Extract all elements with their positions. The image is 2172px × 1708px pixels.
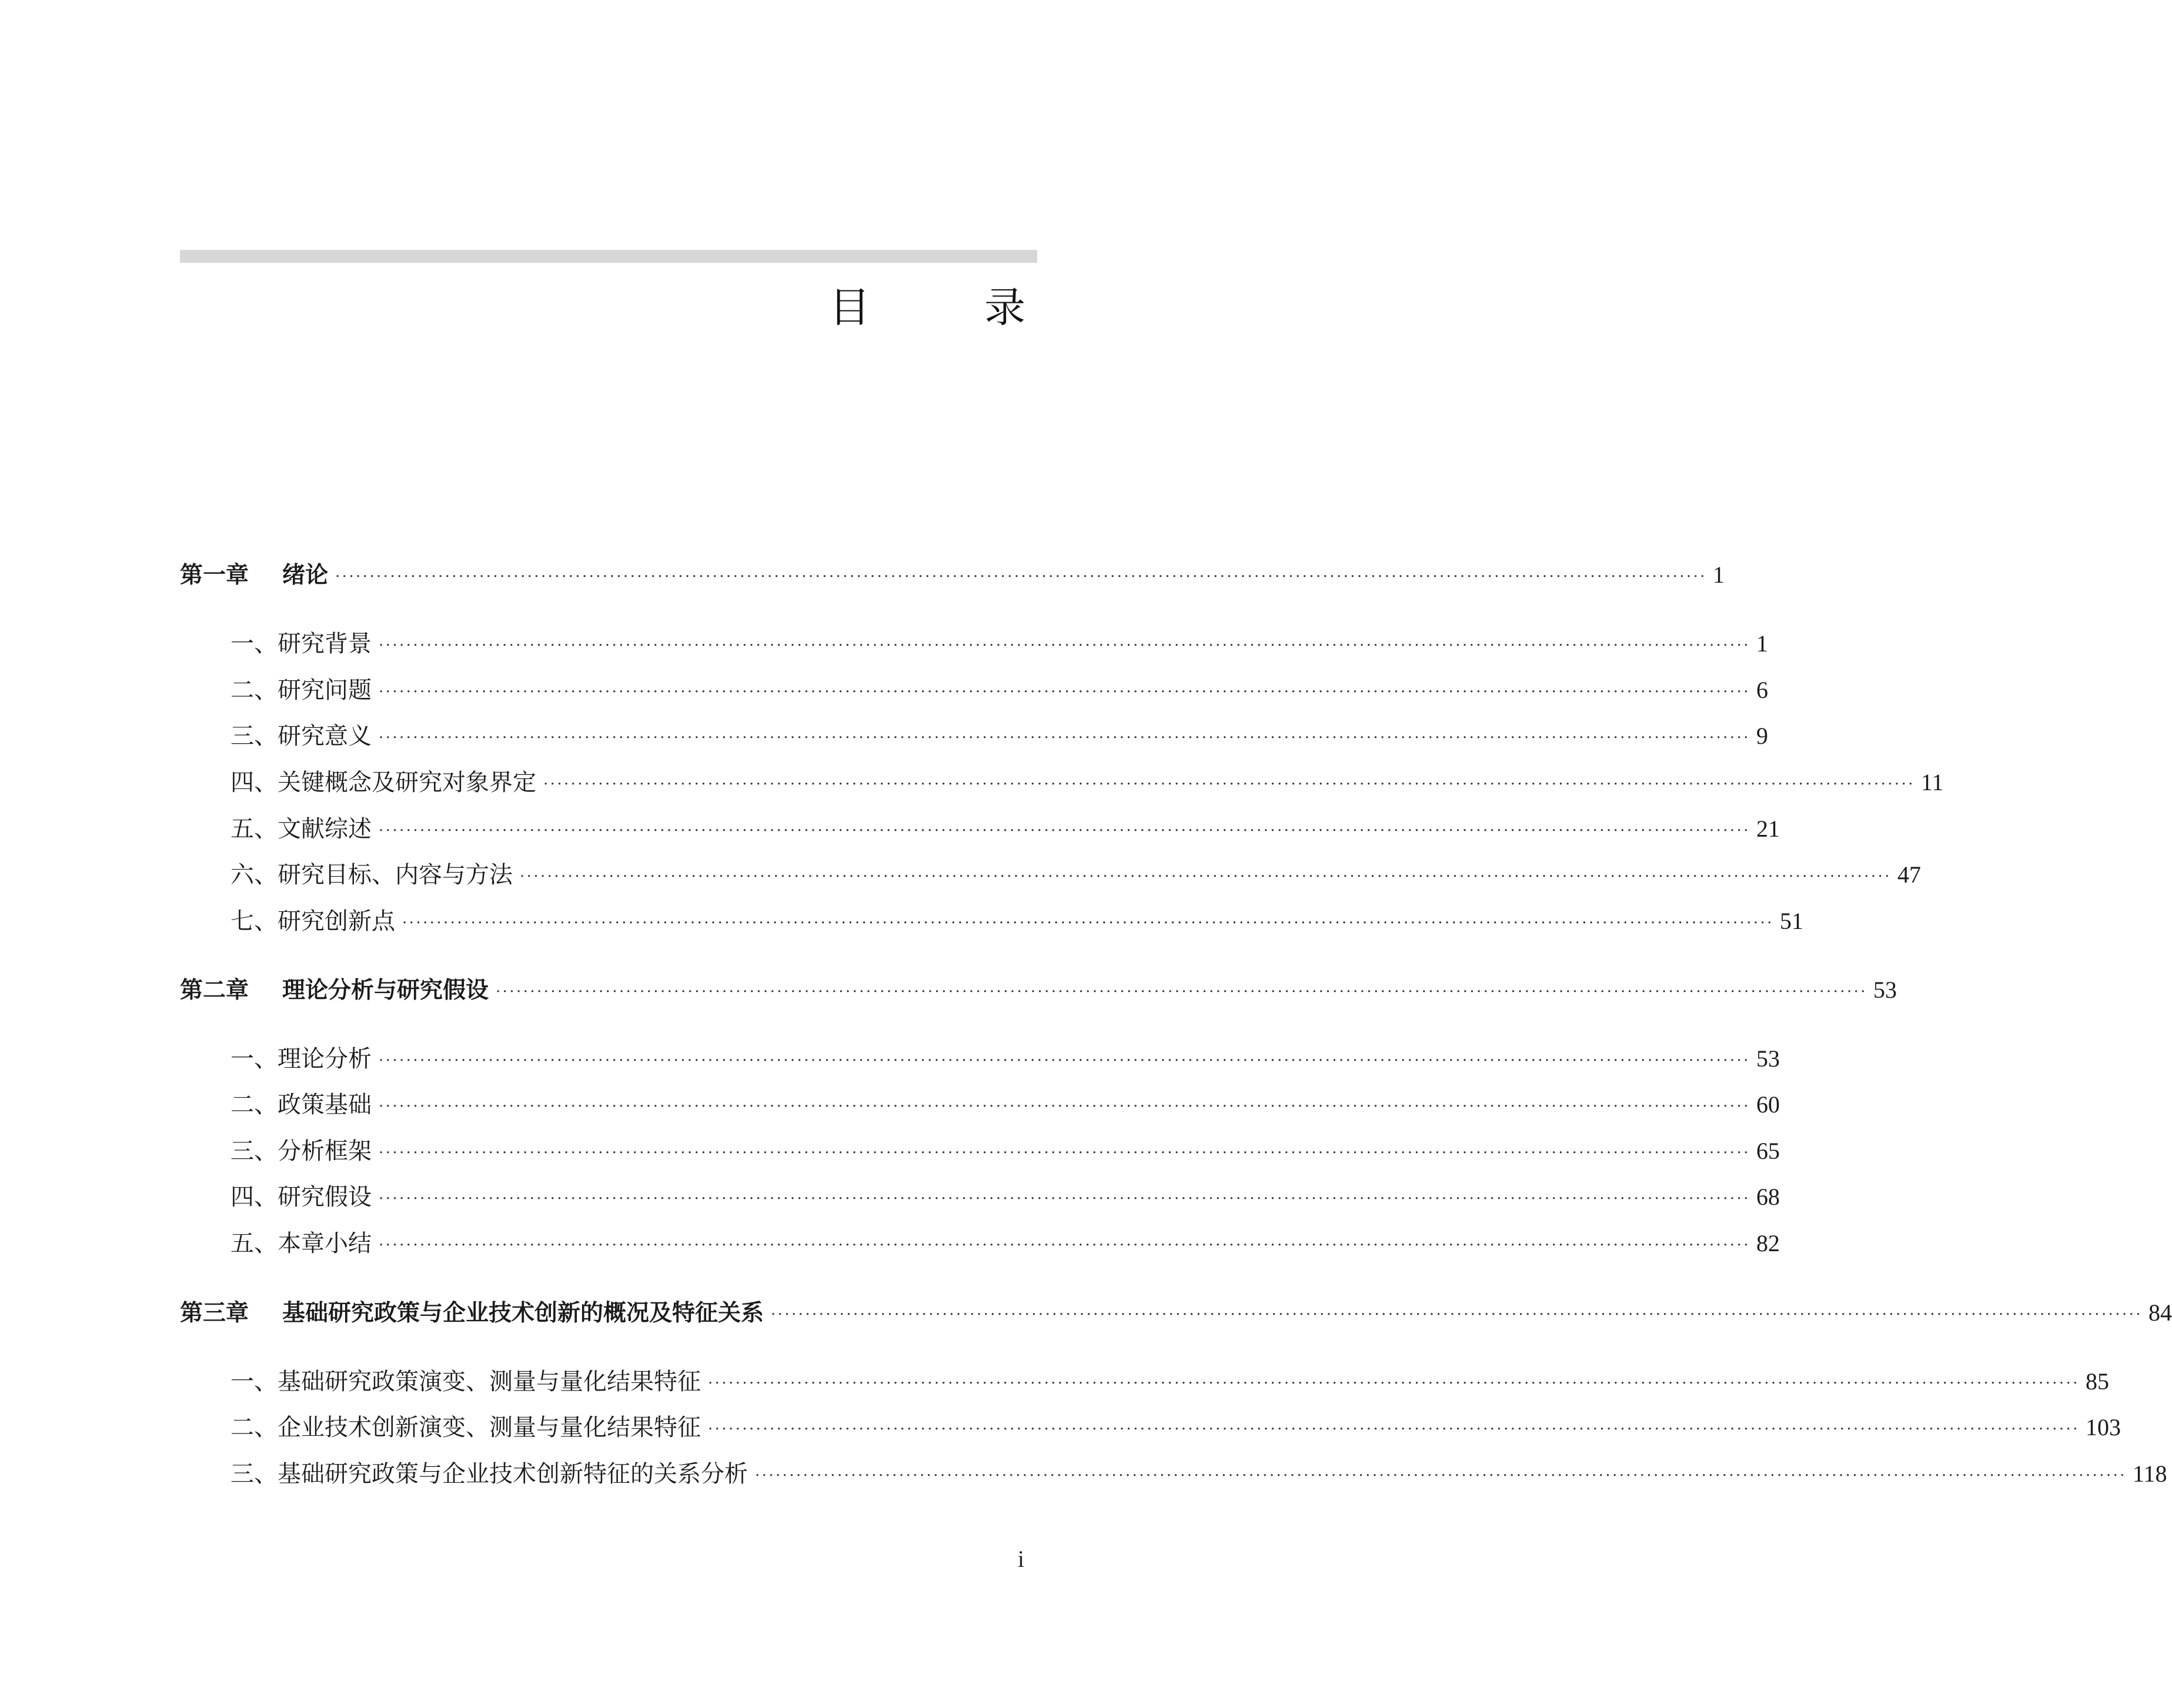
entry-page-number: 47 — [1897, 861, 1921, 888]
toc-section-entry[interactable] — [180, 1041, 1780, 1077]
entry-title: 一、研究背景 — [230, 630, 372, 657]
entry-page-number: 21 — [1756, 815, 1780, 842]
toc-section-entry[interactable] — [180, 1179, 1780, 1215]
entry-page-number: 53 — [1756, 1045, 1780, 1072]
entry-title: 三、分析框架 — [230, 1138, 372, 1165]
dot-leader: ········································································································································································································ — [708, 1375, 2080, 1392]
entry-title: 一、基础研究政策演变、测量与量化结果特征 — [230, 1368, 701, 1395]
entry-title: 四、关键概念及研究对象界定 — [230, 769, 536, 796]
page-title: 目 录 — [829, 283, 1062, 332]
toc-section-entry[interactable] — [180, 1410, 2121, 1445]
entry-title: 二、政策基础 — [230, 1091, 372, 1118]
entry-page-number: 1 — [1756, 630, 1768, 657]
entry-title: 三、研究意义 — [230, 723, 372, 750]
entry-title: 六、研究目标、内容与方法 — [230, 861, 513, 888]
dot-leader: ········································································································································································································ — [379, 1144, 1750, 1162]
toc-section-entry[interactable] — [180, 904, 1803, 939]
toc-section-entry[interactable] — [180, 718, 1768, 754]
toc-section-entry[interactable] — [180, 1087, 1780, 1122]
toc-section-entry[interactable] — [180, 765, 1944, 800]
dot-leader: ········································································································································································································ — [496, 983, 1867, 1001]
entry-page-number: 82 — [1756, 1230, 1780, 1256]
toc-section-entry[interactable] — [180, 811, 1780, 847]
toc-chapter-entry[interactable] — [180, 1295, 2172, 1331]
dot-leader: ········································································································································································································ — [771, 1306, 2143, 1323]
toc-chapter-entry[interactable] — [180, 557, 1725, 593]
entry-title: 三、基础研究政策与企业技术创新特征的关系分析 — [230, 1460, 748, 1488]
dot-leader: ········································································································································································································ — [708, 1420, 2080, 1438]
toc-section-entry[interactable] — [180, 1226, 1780, 1261]
page-number: i — [1017, 1546, 1024, 1572]
entry-title: 一、理论分析 — [230, 1045, 372, 1072]
entry-page-number: 11 — [1920, 769, 1944, 795]
entry-title: 七、研究创新点 — [230, 908, 395, 935]
toc-section-entry[interactable] — [180, 1364, 2109, 1399]
dot-leader: ········································································································································································································ — [379, 1098, 1750, 1115]
entry-page-number: 68 — [1756, 1184, 1780, 1210]
entry-page-number: 9 — [1756, 723, 1768, 749]
toc-chapter-entry[interactable] — [180, 972, 1897, 1008]
entry-title: 二、研究问题 — [230, 677, 372, 704]
dot-leader: ········································································································································································································ — [755, 1467, 2127, 1485]
dot-leader: ········································································································································································································ — [379, 822, 1750, 840]
dot-leader: ········································································································································································································ — [379, 1052, 1750, 1069]
entry-page-number: 60 — [1756, 1091, 1780, 1118]
entry-title: 基础研究政策与企业技术创新的概况及特征关系 — [282, 1300, 764, 1326]
toc-section-entry[interactable] — [180, 673, 1768, 708]
toc-section-entry[interactable] — [180, 1134, 1780, 1169]
entry-title: 绪论 — [282, 562, 329, 589]
entry-page-number: 85 — [2085, 1368, 2109, 1395]
dot-leader: ········································································································································································································ — [543, 776, 1915, 793]
toc-section-entry[interactable] — [180, 626, 1768, 661]
dot-leader: ········································································································································································································ — [335, 568, 1707, 586]
dot-leader: ········································································································································································································ — [379, 637, 1750, 654]
entry-title: 五、本章小结 — [230, 1230, 372, 1257]
entry-title: 理论分析与研究假设 — [282, 977, 489, 1004]
title-rule — [180, 250, 1037, 263]
dot-leader: ········································································································································································································ — [379, 1236, 1750, 1254]
entry-page-number: 103 — [2085, 1414, 2121, 1440]
entry-page-number: 6 — [1756, 677, 1768, 703]
entry-title: 二、企业技术创新演变、测量与量化结果特征 — [230, 1414, 701, 1441]
entry-title: 五、文献综述 — [230, 815, 372, 843]
entry-page-number: 53 — [1873, 977, 1897, 1003]
toc-section-entry[interactable] — [180, 1456, 2167, 1492]
dot-leader: ········································································································································································································ — [379, 729, 1750, 747]
entry-page-number: 84 — [2148, 1299, 2172, 1326]
entry-page-number: 1 — [1712, 561, 1725, 588]
dot-leader: ········································································································································································································ — [379, 1190, 1750, 1208]
entry-page-number: 118 — [2132, 1460, 2167, 1487]
dot-leader: ········································································································································································································ — [402, 914, 1774, 932]
chapter-number: 第三章 — [180, 1300, 249, 1326]
chapter-number: 第二章 — [180, 977, 249, 1004]
entry-title: 四、研究假设 — [230, 1184, 372, 1211]
dot-leader: ········································································································································································································ — [520, 868, 1892, 885]
entry-page-number: 51 — [1779, 908, 1803, 934]
chapter-number: 第一章 — [180, 562, 249, 589]
dot-leader: ········································································································································································································ — [379, 683, 1750, 701]
entry-page-number: 65 — [1756, 1138, 1780, 1164]
toc-section-entry[interactable] — [180, 857, 1921, 893]
